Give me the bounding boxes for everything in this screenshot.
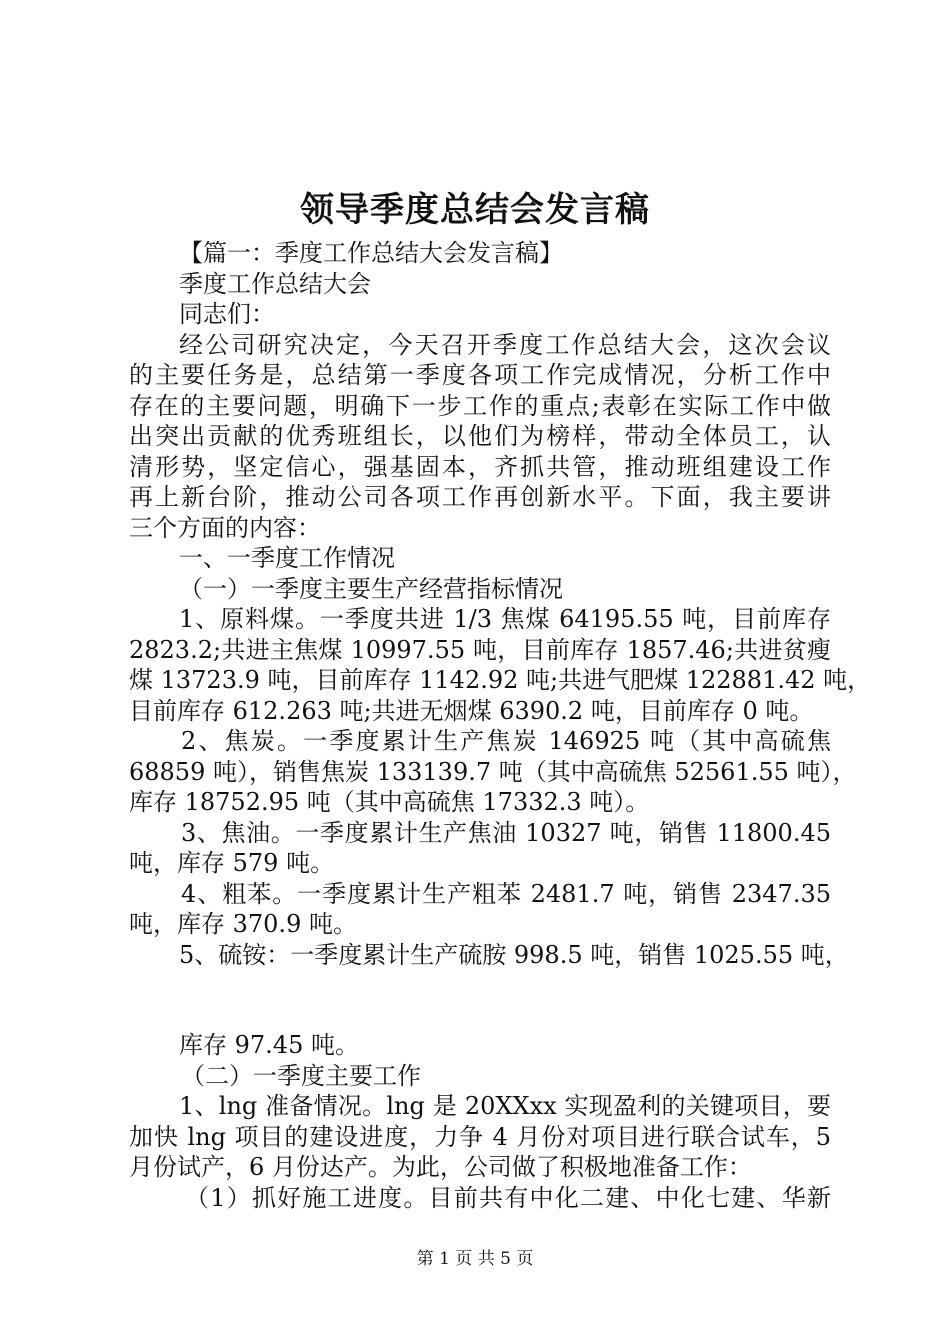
paragraph-line: 1、lng 准备情况。lng 是 20XXxx 实现盈利的关键项目，要	[179, 1092, 831, 1120]
paragraph-line: 库存 18752.95 吨（其中高硫焦 17332.3 吨）。	[129, 788, 650, 816]
paragraph-line: 清形势，坚定信心，强基固本，齐抓共管，推动班组建设工作	[129, 452, 831, 481]
document-title: 领导季度总结会发言稿	[300, 190, 650, 230]
paragraph-line: 月份试产，6 月份达产。为此，公司做了积极地准备工作：	[129, 1153, 752, 1181]
section-heading: 【篇一：季度工作总结大会发言稿】	[179, 239, 563, 267]
paragraph-line: 出突出贡献的优秀班组长，以他们为榜样，带动全体员工，认	[129, 422, 831, 450]
subtitle-line: 季度工作总结大会	[179, 269, 371, 298]
paragraph-line: 吨，库存 579 吨。	[129, 849, 335, 877]
paragraph-line: 吨，库存 370.9 吨。	[129, 910, 357, 938]
paragraph-line: 存在的主要问题，明确下一步工作的重点;表彰在实际工作中做	[129, 391, 831, 420]
paragraph-line: 加快 lng 项目的建设进度，力争 4 月份对项目进行联合试车，5	[129, 1122, 831, 1151]
paragraph-line: 经公司研究决定，今天召开季度工作总结大会，这次会议	[179, 330, 831, 359]
paragraph-line: 1、原料煤。一季度共进 1/3 焦煤 64195.55 吨，目前库存	[179, 605, 831, 633]
subsection-heading: （二）一季度主要工作	[181, 1061, 421, 1090]
blank-gap	[129, 970, 831, 1030]
salutation-line: 同志们：	[179, 300, 275, 328]
paragraph-line: 库存 97.45 吨。	[179, 1031, 359, 1059]
paragraph-line: 三个方面的内容：	[129, 513, 321, 542]
paragraph-line: 再上新台阶，推动公司各项工作再创新水平。下面，我主要讲	[129, 483, 831, 511]
paragraph-line: 2823.2;共进主焦煤 10997.55 吨，目前库存 1857.46;共进贫瘦	[129, 635, 831, 664]
paragraph-line: （1）抓好施工进度。目前共有中化二建、中化七建、华新	[185, 1183, 831, 1212]
paragraph-line: 68859 吨），销售焦炭 133139.7 吨（其中高硫焦 52561.55 吨），	[129, 757, 857, 786]
document-body	[129, 238, 872, 1213]
subsection-heading: （一）一季度主要生产经营指标情况	[179, 574, 563, 603]
section-heading: 一、一季度工作情况	[179, 544, 395, 572]
paragraph-line: 4、粗苯。一季度累计生产粗苯 2481.7 吨，销售 2347.35	[181, 879, 831, 908]
paragraph-line: 的主要任务是，总结第一季度各项工作完成情况，分析工作中	[129, 361, 831, 389]
paragraph-line: 3、焦油。一季度累计生产焦油 10327 吨，销售 11800.45	[181, 818, 831, 847]
page-footer: 第 1 页 共 5 页	[416, 1249, 534, 1269]
paragraph-line: 煤 13723.9 吨，目前库存 1142.92 吨;共进气肥煤 122881.42 吨，	[129, 666, 872, 694]
paragraph-line: 5、硫铵：一季度累计生产硫胺 998.5 吨，销售 1025.55 吨，	[179, 940, 849, 969]
paragraph-line: 2、焦炭。一季度累计生产焦炭 146925 吨（其中高硫焦	[181, 727, 831, 755]
paragraph-line: 目前库存 612.263 吨;共进无烟煤 6390.2 吨，目前库存 0 吨。	[129, 696, 814, 725]
